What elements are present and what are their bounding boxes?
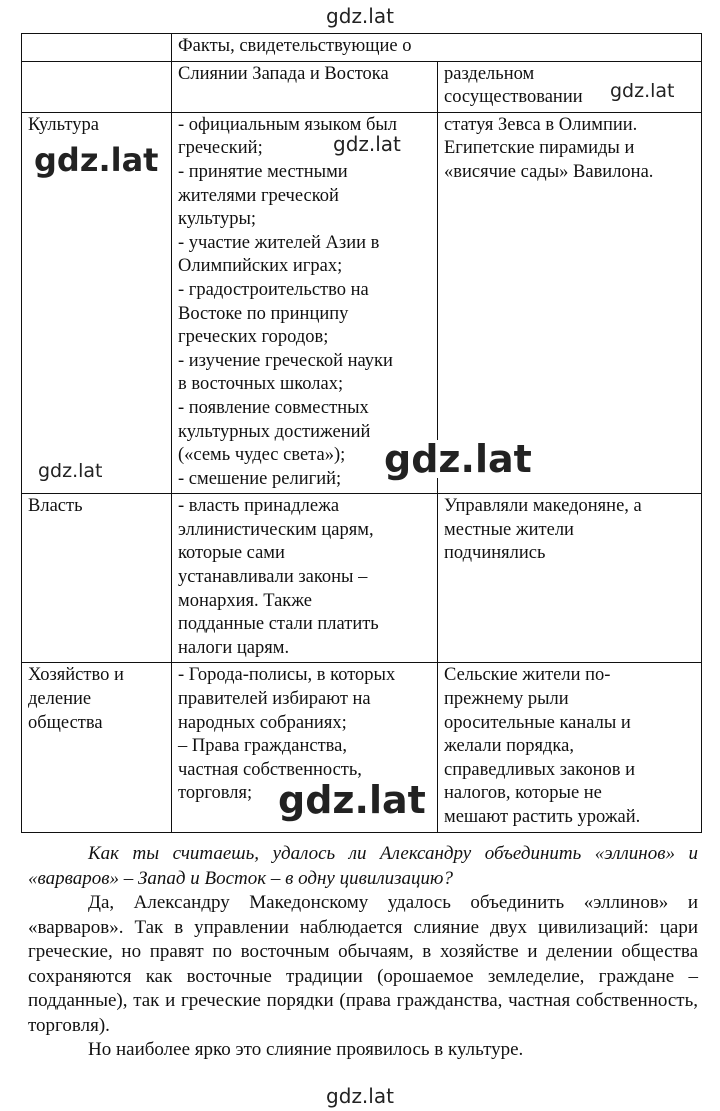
question-text: Как ты считаешь, удалось ли Александру объединить «эллинов» и «варваров» – Запад и Восток – в одну цивилизацию? bbox=[28, 843, 698, 889]
separate-cell: Управляли македоняне, а местные жители подчинялись bbox=[438, 494, 702, 663]
category-cell: Хозяйство и деление общества bbox=[22, 663, 172, 832]
watermark-large: gdz.lat bbox=[30, 144, 162, 176]
header-main-text: Факты, свидетельствующие о bbox=[178, 36, 412, 56]
answer-paragraph: Да, Александру Македонскому удалось объединить «эллинов» и «варваров». Так в управлении наблюдается слияние двух цивилизаций: цари греческие, но правят по восточным обычаям, в хозяйстве и делении общества сохраняются как восточные традиции (орошаемое земледелие, граждане – подданные), так и греческие порядки (права гражданства, частная собственность, торговля). bbox=[28, 892, 698, 1036]
watermark-small: gdz.lat bbox=[333, 132, 401, 156]
separate-cell: Сельские жители по- прежнему рыли оросительные каналы и желали порядка, справедливых законов и налогов, которые не мешают растить урожай. bbox=[438, 663, 702, 832]
merge-cell: - власть принадлежа эллинистическим царям, которые сами устанавливали законы – монархия. Также подданные стали платить налоги царям. bbox=[172, 494, 438, 663]
category-cell: Власть bbox=[22, 494, 172, 663]
header-main-cell bbox=[172, 34, 702, 62]
table-header-row bbox=[22, 34, 702, 62]
merge-cell: - официальным языком был греческий; - принятие местными жителями греческой культуры; - участие жителей Азии в Олимпийских играх; - градостроительство на Востоке по принципу греческих городов; - изучение греческой науки в восточных школах; - появление совместных культурных достижений («семь чудес света»); - смешение религий; bbox=[172, 112, 438, 494]
header-merge-text: Слиянии Запада и Востока bbox=[178, 63, 389, 84]
header-separate-text: раздельном сосуществовании bbox=[444, 63, 583, 108]
watermark-top: gdz.lat bbox=[326, 4, 394, 28]
merge-cell: - Города-полисы, в которых правителей избирают на народных собраниях; – Права гражданства, частная собственность, торговля; bbox=[172, 663, 438, 832]
separate-cell: статуя Зевса в Олимпии. Египетские пирамиды и «висячие сады» Вавилона. bbox=[438, 112, 702, 494]
header-merge-cell bbox=[172, 61, 438, 112]
watermark-small: gdz.lat bbox=[38, 460, 103, 482]
watermark-large: gdz.lat bbox=[378, 440, 538, 478]
watermark-small: gdz.lat bbox=[610, 80, 675, 102]
answer-paragraph: Но наиболее ярко это слияние проявилось в культуре. bbox=[88, 1039, 524, 1060]
answer-section bbox=[28, 842, 698, 1063]
category-cell: Культура bbox=[22, 112, 172, 494]
subheader-empty-cell bbox=[22, 61, 172, 112]
watermark-large: gdz.lat bbox=[272, 781, 432, 819]
table-subheader-row bbox=[22, 61, 702, 112]
table-row bbox=[22, 494, 702, 663]
header-empty-cell bbox=[22, 34, 172, 62]
watermark-bottom: gdz.lat bbox=[326, 1084, 394, 1108]
